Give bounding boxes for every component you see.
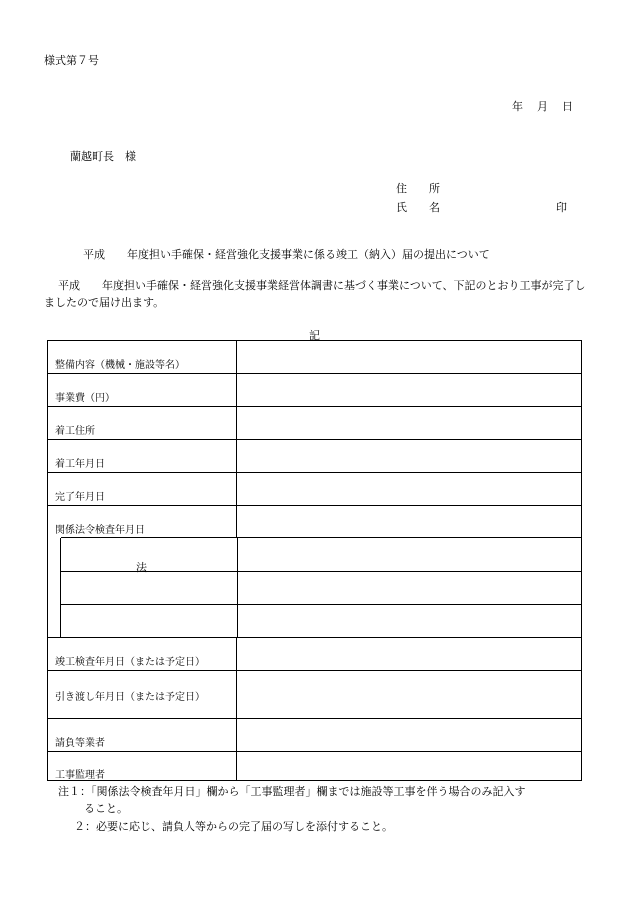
- date-day: 日: [562, 100, 573, 113]
- table-row: [48, 473, 581, 506]
- note-1: 注１：「関係法令検査年月日」欄から「工事監理者」欄までは施設等工事を伴う場合のみ記入す: [58, 785, 526, 798]
- form-number: 様式第７号: [44, 54, 99, 67]
- row-label-supervisor: 工事監理者: [55, 770, 105, 781]
- row-label-equipment: 整備内容（機械・施設等名）: [55, 360, 185, 371]
- ki-label: 記: [309, 329, 320, 342]
- law-label: 法: [136, 561, 147, 574]
- note-2: ２：必要に応じ、請負人等からの完了届の写しを添付すること。: [74, 820, 393, 833]
- date-month: 月: [537, 100, 548, 113]
- table-row: [48, 671, 581, 719]
- row-label-inspection-date: 関係法令検査年月日: [55, 525, 145, 536]
- row-label-final-inspection: 竣工検査年月日（または予定日）: [55, 657, 205, 668]
- date-line: [512, 98, 573, 114]
- table-row: [48, 719, 581, 752]
- table-row: [48, 752, 581, 780]
- body-text: 平成 年度担い手確保・経営強化支援事業経営体調書に基づく事業について、下記のとおり工事が完了しましたので届け出ます。: [44, 279, 586, 309]
- table-row: [48, 506, 581, 538]
- table-row: [48, 440, 581, 473]
- addressee: 蘭越町長 様: [70, 150, 136, 163]
- document-title: 平成 年度担い手確保・経営強化支援事業に係る竣工（納入）届の提出について: [83, 248, 490, 261]
- seal-label: 印: [556, 201, 567, 214]
- row-label-site: 着工住所: [55, 426, 95, 437]
- date-year: 年: [512, 100, 523, 113]
- table-row: [48, 374, 581, 407]
- law-subrows: [60, 538, 581, 638]
- table-row: [48, 407, 581, 440]
- row-label-completion-date: 完了年月日: [55, 492, 105, 503]
- row-label-contractor: 請負等業者: [55, 738, 105, 749]
- row-label-handover: 引き渡し年月日（または予定日）: [55, 692, 205, 703]
- table-row: [48, 341, 581, 374]
- completion-table: [47, 340, 582, 781]
- note-1-continuation: ること。: [84, 802, 128, 815]
- table-row: [48, 638, 581, 671]
- name-label: 氏 名: [396, 201, 440, 214]
- row-label-start-date: 着工年月日: [55, 459, 105, 470]
- row-label-cost: 事業費（円）: [55, 393, 115, 404]
- address-label: 住 所: [396, 182, 440, 195]
